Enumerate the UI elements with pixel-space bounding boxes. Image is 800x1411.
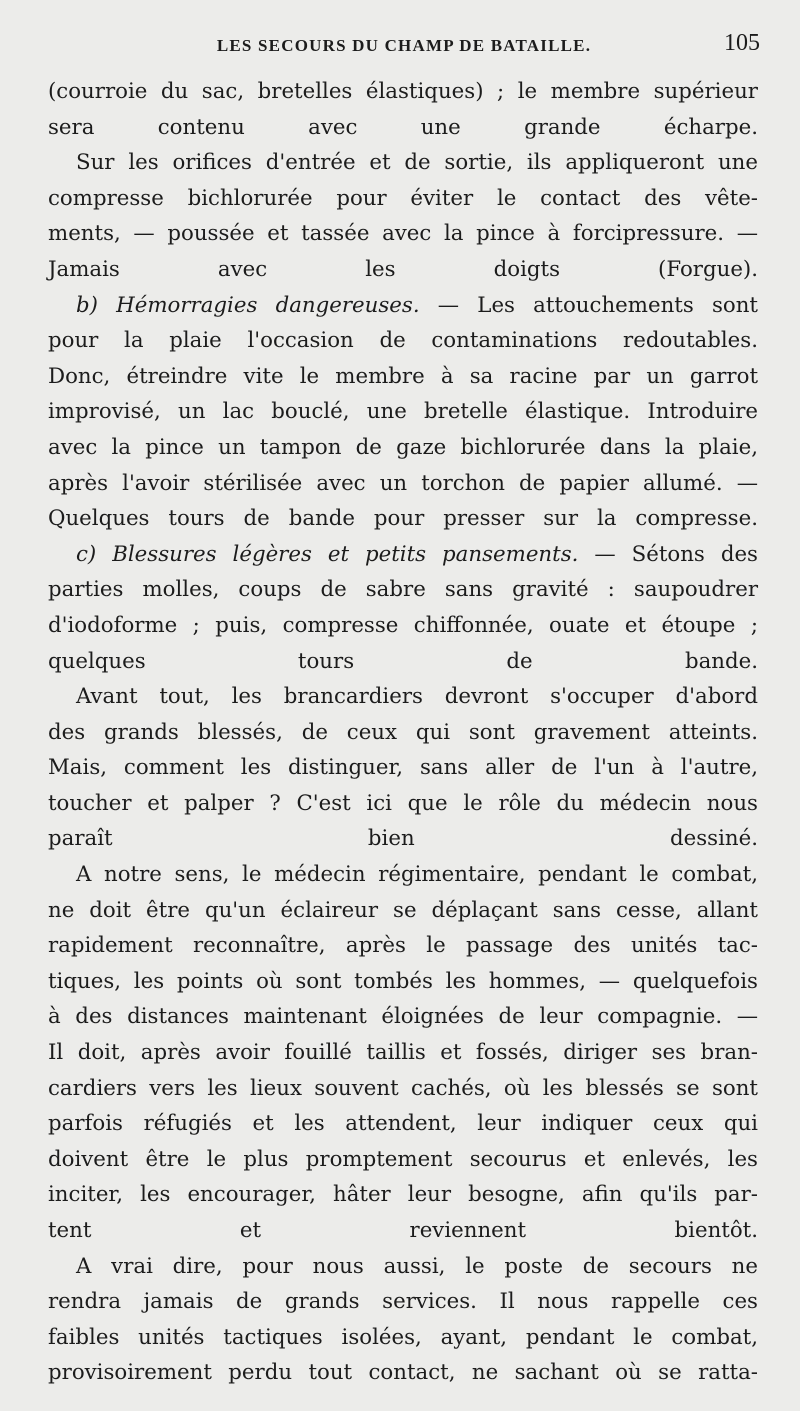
item-label: b) xyxy=(76,292,98,318)
paragraph xyxy=(48,1249,758,1391)
paragraph xyxy=(48,288,758,537)
text-line: ne doit être qu'un éclaireur se déplaçant sans cesse, allant xyxy=(48,897,758,923)
text-line: doivent être le plus promptement secourus et enlevés, les xyxy=(48,1146,758,1172)
text-line: A vrai dire, pour nous aussi, le poste de secours ne xyxy=(76,1253,758,1279)
text-line: Mais, comment les distinguer, sans aller de l'un à l'autre, xyxy=(48,755,758,781)
text-line: faibles unités tactiques isolées, ayant, pendant le combat, xyxy=(48,1324,758,1350)
text-line: Avant tout, les brancardiers devront s'occuper d'abord xyxy=(76,684,758,710)
text-line: sera contenu avec une grande écharpe. xyxy=(48,114,758,140)
text-line: Il doit, après avoir fouillé taillis et fossés, diriger ses bran- xyxy=(48,1040,758,1066)
paragraph xyxy=(48,145,758,287)
text-line: inciter, les encourager, hâter leur besogne, afin qu'ils par- xyxy=(48,1182,758,1208)
text-line: Donc, étreindre vite le membre à sa racine par un garrot xyxy=(48,363,758,389)
text-line: d'iodoforme ; puis, compresse chiffonnée, ouate et étoupe ; xyxy=(48,612,758,638)
text-line: tent et reviennent bientôt. xyxy=(48,1218,758,1243)
section-heading: Hémorragies dangereuses. xyxy=(116,292,420,318)
running-title: LES SECOURS DU CHAMP DE BATAILLE. xyxy=(216,36,592,55)
text-line: parties molles, coups de sabre sans gravité : saupoudrer xyxy=(48,577,758,603)
text-line: Sur les orifices d'entrée et de sortie, ils appliqueront une xyxy=(76,150,758,176)
text-line: Jamais avec les doigts (Forgue). xyxy=(48,256,758,282)
text-line: toucher et palper ? C'est ici que le rôle du médecin nous xyxy=(48,790,758,816)
text-line: Quelques tours de bande pour presser sur la compresse. xyxy=(48,506,758,532)
paragraph xyxy=(48,679,758,857)
text-line: tiques, les points où sont tombés les hommes, — quelquefois xyxy=(48,968,758,994)
body-text xyxy=(48,74,758,1391)
text-line: paraît bien dessiné. xyxy=(48,826,758,852)
text-line: quelques tours de bande. xyxy=(48,648,758,674)
paragraph xyxy=(48,537,758,679)
paragraph xyxy=(48,74,758,145)
item-label: c) xyxy=(76,541,97,567)
page-header xyxy=(48,30,760,66)
text-line: rapidement reconnaître, après le passage des unités tac- xyxy=(48,933,758,959)
page-number: 105 xyxy=(724,30,760,56)
text-line: ments, — poussée et tassée avec la pince à forcipressure. — xyxy=(48,221,758,247)
text-line: à des distances maintenant éloignées de leur compagnie. — xyxy=(48,1004,758,1030)
paragraph xyxy=(48,857,758,1249)
text-line: avec la pince un tampon de gaze bichlorurée dans la plaie, xyxy=(48,434,758,460)
text-line: improvisé, un lac bouclé, une bretelle élastique. Introduire xyxy=(48,399,758,425)
text-line: parfois réfugiés et les attendent, leur indiquer ceux qui xyxy=(48,1111,758,1137)
text-line: pour la plaie l'occasion de contaminations redoutables. xyxy=(48,328,758,354)
text-line: — Les attouchements sont xyxy=(419,292,758,318)
section-heading: Blessures légères et petits pansements. xyxy=(112,541,579,567)
text-line: A notre sens, le médecin régimentaire, pendant le combat, xyxy=(76,862,758,888)
text-line: provisoirement perdu tout contact, ne sachant où se ratta- xyxy=(48,1360,758,1386)
text-line: compresse bichlorurée pour éviter le contact des vête- xyxy=(48,185,758,211)
text-line: (courroie du sac, bretelles élastiques) ; le membre supérieur xyxy=(48,79,758,104)
text-line: rendra jamais de grands services. Il nous rappelle ces xyxy=(48,1289,758,1315)
text-line: après l'avoir stérilisée avec un torchon de papier allumé. — xyxy=(48,470,758,496)
text-line: des grands blessés, de ceux qui sont gravement atteints. xyxy=(48,719,758,745)
text-line: cardiers vers les lieux souvent cachés, où les blessés se sont xyxy=(48,1075,758,1101)
text-line: — Sétons des xyxy=(578,541,758,567)
